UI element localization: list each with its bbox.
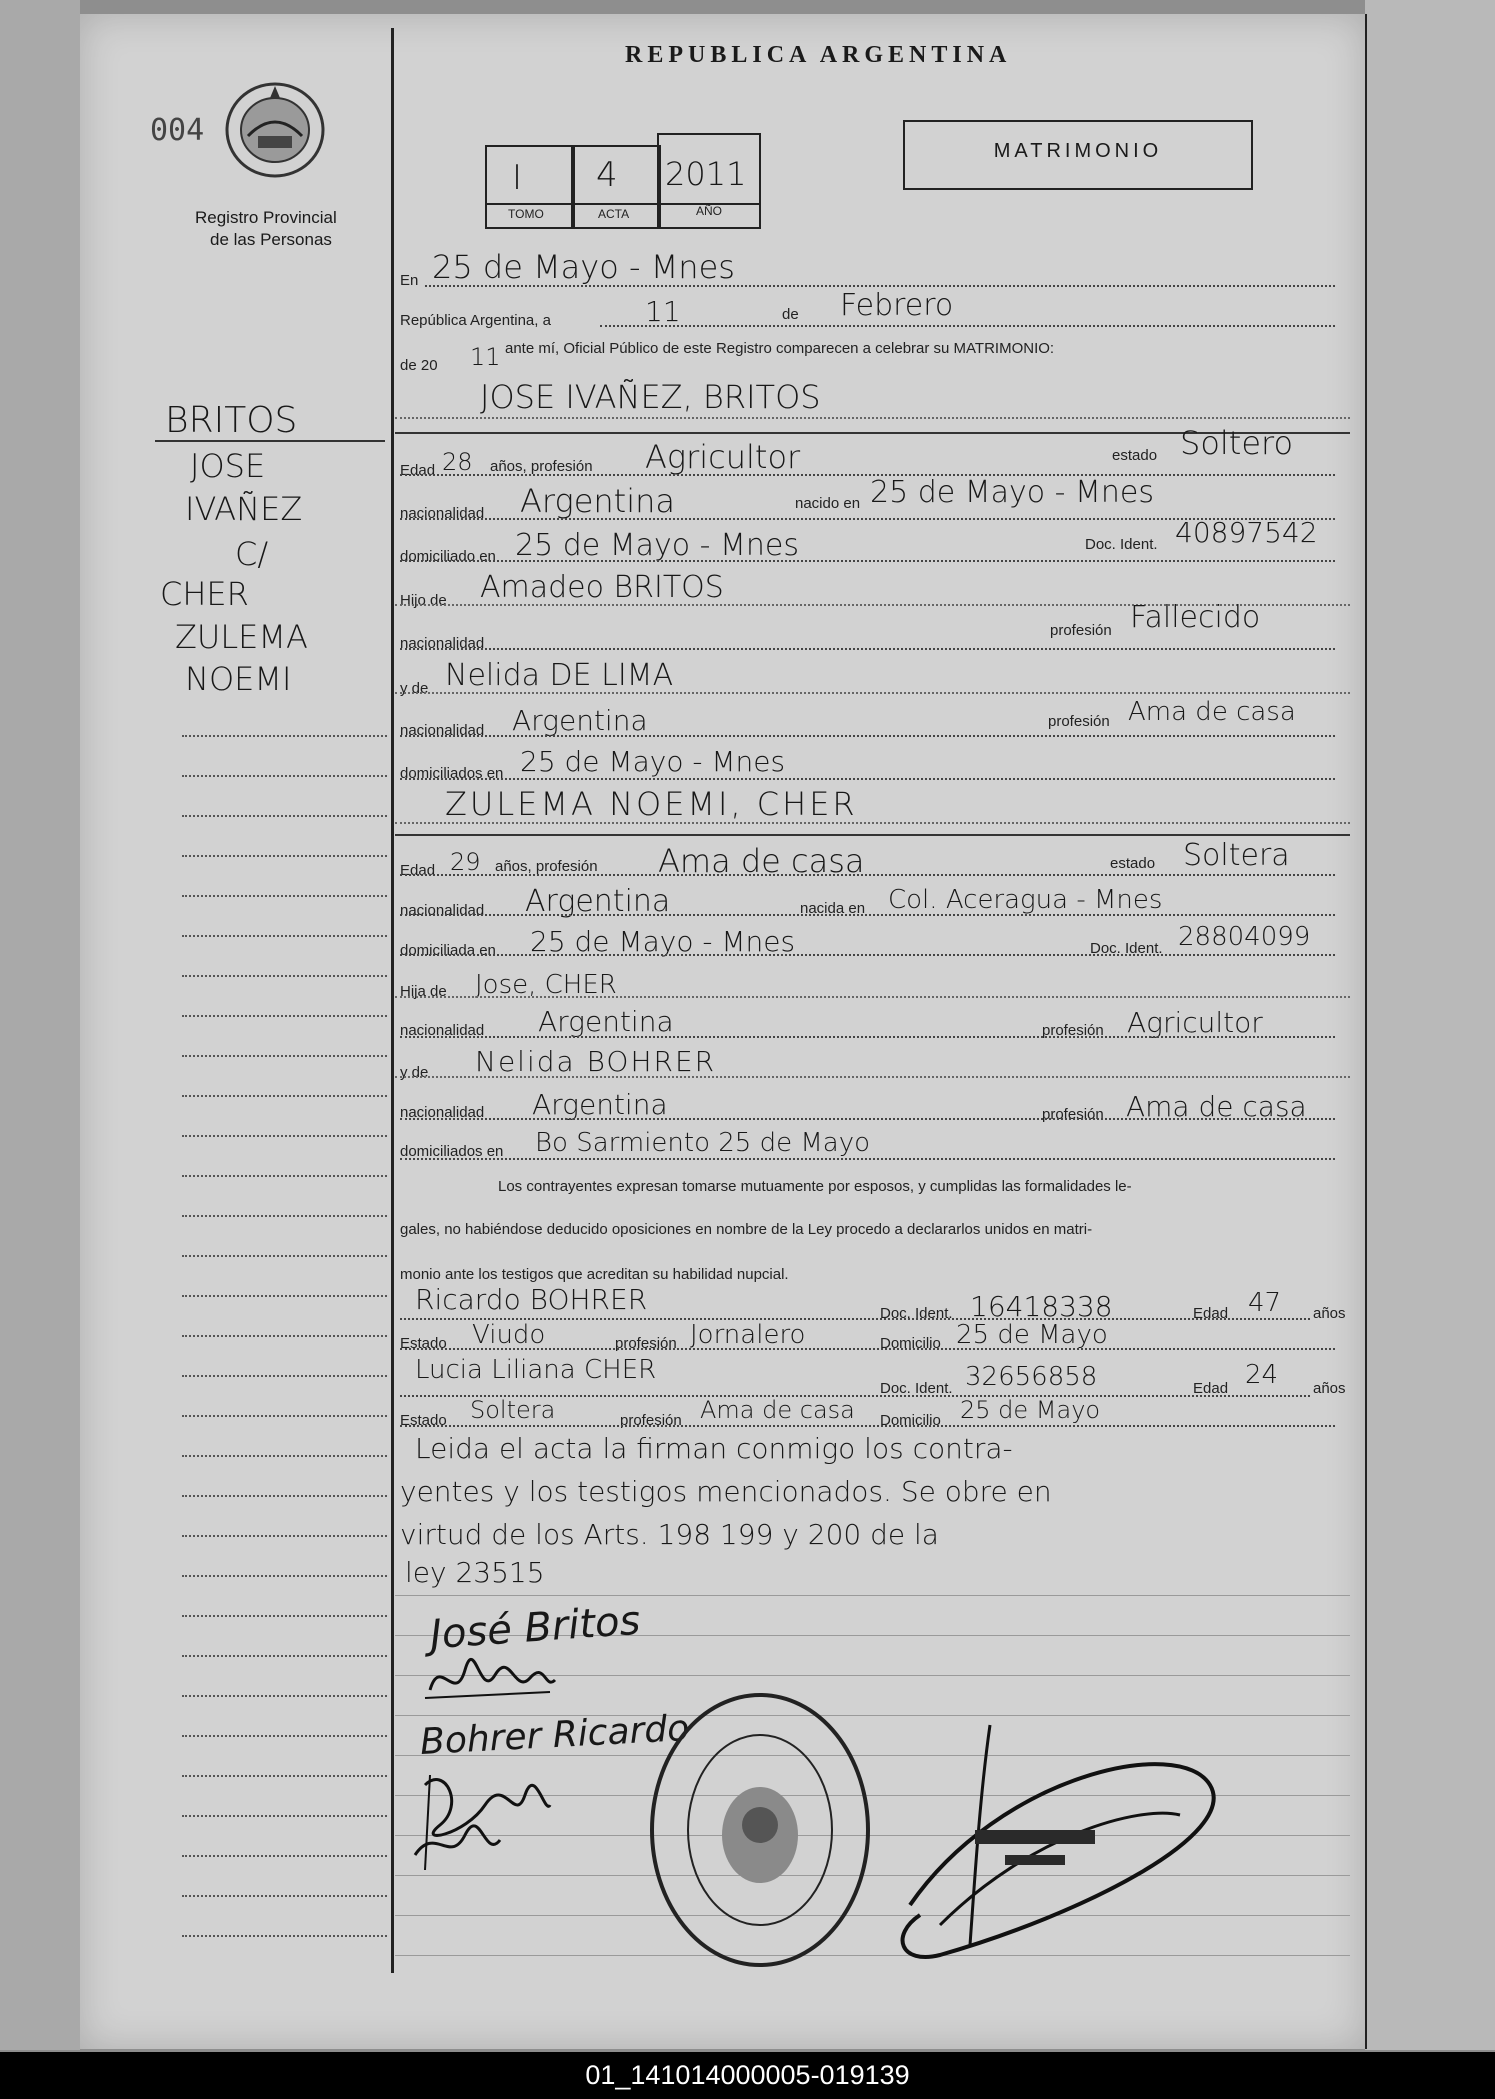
margin-ruled-line <box>182 1895 387 1897</box>
ano-value: 2011 <box>665 155 747 193</box>
groom-madre: Nelida DE LIMA <box>445 658 674 693</box>
margin-ruled-line <box>182 1615 387 1617</box>
bride-row8-line <box>400 1158 1335 1160</box>
margin-ruled-line <box>182 1575 387 1577</box>
margin-ruled-line <box>182 735 387 737</box>
groom-row7-line <box>400 735 1335 737</box>
margin-rule <box>155 440 385 442</box>
groom-nacionalidad: Argentina <box>520 482 675 520</box>
groom-dom-label: domiciliado en <box>400 548 496 565</box>
witness1-name: Ricardo BOHRER <box>415 1283 648 1316</box>
bride-doc-label: Doc. Ident. <box>1090 940 1163 957</box>
margin-ruled-line <box>182 1135 387 1137</box>
witness1-prof-label: profesión <box>615 1335 677 1352</box>
groom-row8-line <box>400 778 1335 780</box>
bride-hija-label: Hija de <box>400 983 447 1000</box>
place-value: 25 de Mayo - Mnes <box>432 248 735 286</box>
groom-nacido-label: nacido en <box>795 495 861 512</box>
year-prefix-label: de 20 <box>400 357 438 374</box>
groom-name: JOSE IVAÑEZ, BRITOS <box>480 378 821 416</box>
appearance-clause: ante mí, Oficial Público de este Registro comparecen a celebrar su MATRIMONIO: <box>505 340 1055 357</box>
registry-line2: de las Personas <box>210 230 332 249</box>
witness2-row2-line <box>400 1425 1335 1427</box>
groom-row3-line <box>400 560 1335 562</box>
registry-stamp <box>640 1685 880 1975</box>
date-line <box>600 325 1335 327</box>
bride-domics-label: domiciliados en <box>400 1143 504 1160</box>
year-suffix-value: 11 <box>470 343 501 371</box>
groom-madre-prof-label: profesión <box>1048 713 1110 730</box>
groom-row1-line <box>400 474 1335 476</box>
signature-groom: José Britos <box>428 1597 642 1659</box>
margin-ruled-line <box>182 855 387 857</box>
bride-anios-label: años, profesión <box>495 858 598 875</box>
bride-madre-nac-label: nacionalidad <box>400 1104 485 1121</box>
bride-madre-prof-label: profesión <box>1042 1106 1104 1123</box>
witness2-edad: 24 <box>1245 1360 1279 1390</box>
declaration-line2: gales, no habiéndose deducido oposiciones en nombre de la Ley procedo a declararlos unidos en matri- <box>400 1221 1093 1238</box>
groom-madre-prof: Ama de casa <box>1128 697 1296 727</box>
groom-edad: 28 <box>442 448 473 476</box>
groom-nac-label: nacionalidad <box>400 505 485 522</box>
bride-doc: 28804099 <box>1178 922 1311 952</box>
groom-row5-line <box>400 648 1335 650</box>
month-value: Febrero <box>840 288 954 323</box>
witness1-estado: Viudo <box>472 1320 546 1350</box>
groom-edad-label: Edad <box>400 462 436 479</box>
tomo-label: TOMO <box>508 207 544 221</box>
witness2-estado: Soltera <box>470 1396 556 1424</box>
groom-nacido-en: 25 de Mayo - Mnes <box>870 475 1155 510</box>
right-border <box>1365 14 1367 2049</box>
margin-ruled-line <box>182 1495 387 1497</box>
doc-type-label: MATRIMONIO <box>993 140 1163 162</box>
bride-nacida-en: Col. Aceragua - Mnes <box>888 885 1163 915</box>
bride-row5-line <box>400 1036 1335 1038</box>
witness1-anios-label: años <box>1313 1305 1346 1322</box>
ano-label: AÑO <box>696 204 723 218</box>
groom-padres-domicilio: 25 de Mayo - Mnes <box>520 745 786 778</box>
bride-name: ZULEMA NOEMI, CHER <box>445 785 858 823</box>
margin-ruled-line <box>182 1215 387 1217</box>
margin-ruled-line <box>182 1255 387 1257</box>
witness2-edad-label: Edad <box>1193 1380 1229 1397</box>
scan-file-id: 01_141014000005-019139 <box>0 2052 1495 2099</box>
margin-ruled-line <box>182 1295 387 1297</box>
margin-note-name3: ZULEMA <box>175 618 308 656</box>
scan-left-edge <box>0 0 80 2050</box>
witness2-dom-label: Domicilio <box>880 1412 941 1429</box>
witness1-profesion: Jornalero <box>690 1320 806 1350</box>
margin-note-conj: C/ <box>235 535 269 573</box>
margin-ruled-line <box>182 1735 387 1737</box>
bride-madre-nac: Argentina <box>532 1088 668 1121</box>
bride-padre-prof: Agricultor <box>1127 1006 1263 1039</box>
groom-anios-label: años, profesión <box>490 458 593 475</box>
signature-witness2 <box>405 1765 555 1875</box>
witness1-domicilio: 25 de Mayo <box>956 1320 1108 1350</box>
groom-doc-label: Doc. Ident. <box>1085 536 1158 553</box>
groom-domicilio: 25 de Mayo - Mnes <box>515 528 800 563</box>
margin-ruled-line <box>182 1415 387 1417</box>
margin-ruled-line <box>182 1535 387 1537</box>
groom-domics-label: domiciliados en <box>400 765 504 782</box>
margin-note-surname: BRITOS <box>165 400 298 441</box>
margin-note-name1: JOSE <box>190 447 266 485</box>
registry-line1: Registro Provincial <box>195 208 337 227</box>
acta-value: 4 <box>596 155 618 195</box>
bride-estado-label: estado <box>1110 855 1156 872</box>
margin-ruled-line <box>182 1455 387 1457</box>
day-value: 11 <box>645 295 681 328</box>
body-ruled-line <box>395 1595 1350 1596</box>
bride-dom-label: domiciliada en <box>400 942 496 959</box>
declaration-line1: Los contrayentes expresan tomarse mutuamente por esposos, y cumplidas las formalidades le- <box>498 1178 1132 1195</box>
closing-line1: Leida el acta la firman conmigo los contra- <box>415 1432 1013 1465</box>
margin-ruled-line <box>182 895 387 897</box>
margin-ruled-line <box>182 1815 387 1817</box>
groom-row6-line <box>395 692 1350 694</box>
margin-ruled-line <box>182 1855 387 1857</box>
bride-yde-label: y de <box>400 1064 429 1081</box>
margin-divider <box>391 28 394 1973</box>
margin-ruled-line <box>182 1175 387 1177</box>
groom-profesion: Agricultor <box>645 438 801 476</box>
groom-madre-nac: Argentina <box>512 704 648 737</box>
margin-ruled-line <box>182 1335 387 1337</box>
bride-padres-domicilio: Bo Sarmiento 25 de Mayo <box>535 1128 871 1158</box>
closing-line4: ley 23515 <box>405 1556 545 1589</box>
witness2-estado-label: Estado <box>400 1412 447 1429</box>
witness1-row2-line <box>400 1348 1335 1350</box>
margin-ruled-line <box>182 775 387 777</box>
bride-separator <box>395 834 1350 836</box>
groom-padre-prof-label: profesión <box>1050 622 1112 639</box>
witness2-doc-label: Doc. Ident. <box>880 1380 953 1397</box>
bride-row7-line <box>400 1118 1335 1120</box>
margin-ruled-line <box>182 975 387 977</box>
bride-edad-label: Edad <box>400 862 436 879</box>
en-label: En <box>400 272 419 289</box>
bride-domicilio: 25 de Mayo - Mnes <box>530 925 796 958</box>
groom-doc: 40897542 <box>1175 516 1318 549</box>
country-title: REPUBLICA ARGENTINA <box>625 42 1012 68</box>
groom-estado: Soltero <box>1180 424 1294 462</box>
bride-nac-label: nacionalidad <box>400 902 485 919</box>
bride-row6-line <box>395 1076 1350 1078</box>
margin-ruled-line <box>182 935 387 937</box>
bride-estado: Soltera <box>1183 838 1290 873</box>
margin-ruled-line <box>182 1655 387 1657</box>
margin-ruled-line <box>182 1935 387 1937</box>
provincial-seal-icon <box>220 78 330 183</box>
groom-madre-nac-label: nacionalidad <box>400 722 485 739</box>
signature-witness1: Bohrer Ricardo <box>419 1707 691 1764</box>
page-number-stamp: 004 <box>150 113 205 148</box>
place-line <box>425 285 1335 287</box>
witness1-edad-label: Edad <box>1193 1305 1229 1322</box>
groom-padre: Amadeo BRITOS <box>480 570 724 605</box>
bride-row4-line <box>395 996 1350 998</box>
groom-yde-label: y de <box>400 680 429 697</box>
margin-ruled-line <box>182 1015 387 1017</box>
witness2-name: Lucia Liliana CHER <box>415 1355 657 1385</box>
witness1-doc-label: Doc. Ident. <box>880 1305 953 1322</box>
bride-padre: Jose, CHER <box>475 970 617 1000</box>
witness1-edad: 47 <box>1248 1288 1282 1318</box>
bride-padre-nac: Argentina <box>538 1005 674 1038</box>
signature-bride <box>420 1650 560 1710</box>
witness2-profesion: Ama de casa <box>700 1396 855 1424</box>
groom-padre-nac-label: nacionalidad <box>400 635 485 652</box>
witness1-estado-label: Estado <box>400 1335 447 1352</box>
closing-line2: yentes y los testigos mencionados. Se obre en <box>400 1475 1052 1508</box>
bride-padre-nac-label: nacionalidad <box>400 1022 485 1039</box>
witness2-prof-label: profesión <box>620 1412 682 1429</box>
scan-right-edge <box>1365 0 1495 2050</box>
bride-nacida-label: nacida en <box>800 900 866 917</box>
bride-row1-line <box>400 874 1335 876</box>
tomo-value: I <box>512 158 523 198</box>
bride-profesion: Ama de casa <box>658 842 865 880</box>
margin-ruled-line <box>182 1055 387 1057</box>
bride-nacionalidad: Argentina <box>525 884 671 919</box>
witness1-dom-label: Domicilio <box>880 1335 941 1352</box>
acta-label: ACTA <box>598 207 630 221</box>
bride-madre: Nelida BOHRER <box>475 1045 717 1078</box>
groom-hijo-label: Hijo de <box>400 592 447 609</box>
groom-name-line <box>395 417 1350 419</box>
margin-ruled-line <box>182 1375 387 1377</box>
margin-ruled-line <box>182 1775 387 1777</box>
witness2-domicilio: 25 de Mayo <box>960 1396 1101 1424</box>
bride-padre-prof-label: profesión <box>1042 1022 1104 1039</box>
margin-note-surname2: CHER <box>160 575 249 613</box>
groom-padre-prof: Fallecido <box>1130 600 1261 635</box>
bride-madre-prof: Ama de casa <box>1126 1090 1307 1123</box>
witness1-doc: 16418338 <box>970 1290 1113 1323</box>
margin-ruled-line <box>182 815 387 817</box>
republica-label: República Argentina, a <box>400 312 551 329</box>
margin-ruled-line <box>182 1095 387 1097</box>
declaration-line3: monio ante los testigos que acreditan su habilidad nupcial. <box>400 1266 789 1283</box>
bride-row2-line <box>400 914 1335 916</box>
witness2-anios-label: años <box>1313 1380 1346 1397</box>
bride-name-line <box>395 822 1350 824</box>
closing-line3: virtud de los Arts. 198 199 y 200 de la <box>400 1518 939 1551</box>
signature-officer <box>880 1715 1240 1965</box>
witness2-doc: 32656858 <box>965 1362 1098 1392</box>
margin-ruled-line <box>182 1695 387 1697</box>
bride-edad: 29 <box>450 848 481 876</box>
groom-estado-label: estado <box>1112 447 1158 464</box>
bride-row3-line <box>400 954 1335 956</box>
margin-note-name2: IVAÑEZ <box>185 490 303 528</box>
margin-note-name4: NOEMI <box>185 660 292 698</box>
de-label: de <box>782 306 799 323</box>
